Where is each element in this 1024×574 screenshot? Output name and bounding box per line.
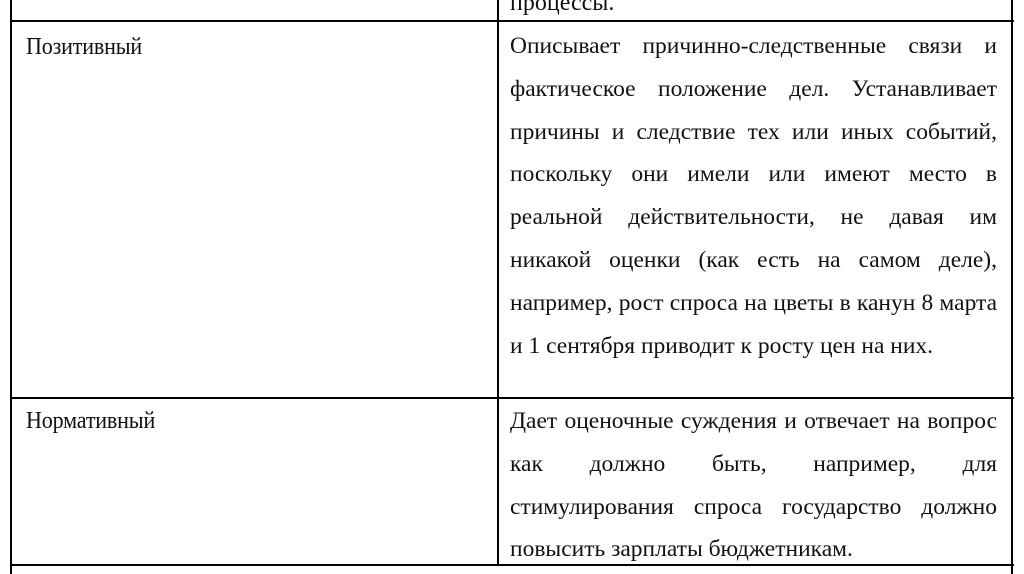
term-cell: Позитивный (26, 34, 143, 60)
description-text: Дает оценочные суждения и отвечает на вопрос как должно быть, например, для стимулирования спроса государство должно повысить зарплаты бюджетникам. (510, 408, 997, 563)
row-divider-middle (10, 397, 1014, 399)
previous-row-fragment: процессы. (510, 0, 615, 16)
term-cell: Нормативный (26, 408, 156, 434)
description-cell (510, 400, 997, 571)
row-divider-top (10, 20, 1014, 22)
description-cell (510, 25, 997, 367)
description-text: Описывает причинно-следственные связи и фактическое положение дел. Устанавливает причины и следствие тех или иных событий, поскольку они имели или имеют место в реальной действительности, не давая им никакой оценки (как есть на самом деле), например, рост спроса на цветы в канун 8 марта и 1 сентября приводит к росту цен на них. (510, 33, 997, 359)
table-border-middle (497, 0, 499, 566)
table-border-left (10, 0, 12, 574)
table-border-right (1011, 0, 1013, 574)
